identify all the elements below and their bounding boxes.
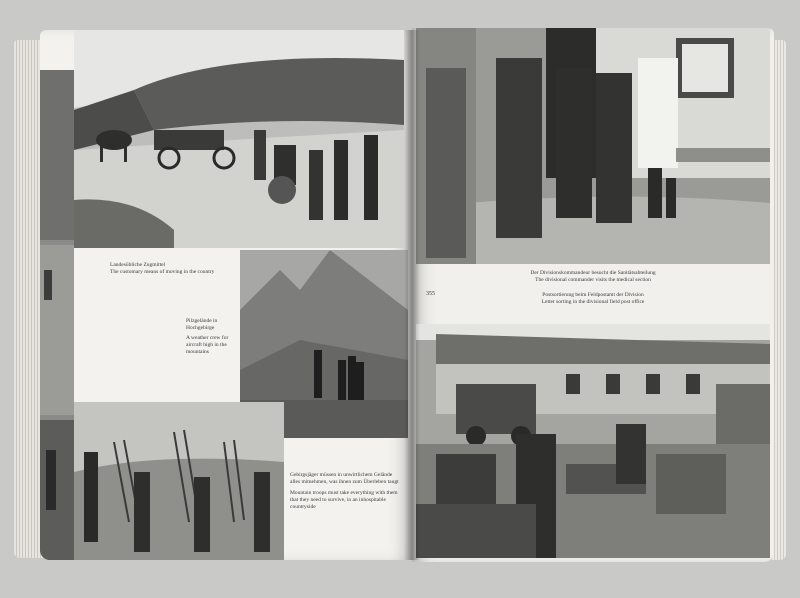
caption-mountain-en: A weather crew for aircraft high in the mountains <box>186 335 229 355</box>
caption-mountain <box>186 318 236 356</box>
caption-transport-de: Landesübliche Zugmittel <box>110 262 166 268</box>
caption-troops-en: Mountain troops must take everything with them that they need to survive, in an inhospitable countryside <box>290 490 398 510</box>
caption-troops-de: Gebirgsjäger müssen in unwirtlichem Gelände alles mitnehmen, was ihnen zum Überleben taugt <box>290 472 399 485</box>
photo-commander-medical-section <box>416 28 770 264</box>
caption-post <box>412 292 774 306</box>
caption-post-en: Letter sorting in the divisional field post office <box>541 299 645 305</box>
caption-transport-en: The customary means of moving in the country <box>110 269 215 275</box>
caption-medical-en: The divisional commander visits the medical section <box>535 277 651 283</box>
book-gutter <box>404 30 420 560</box>
caption-transport <box>110 262 214 276</box>
caption-mountain-de: Pilzgelände in Hochgebirge <box>186 318 218 331</box>
left-strip-photos <box>40 70 74 560</box>
caption-troops <box>290 472 400 511</box>
left-page <box>40 30 412 560</box>
photo-pack-animals-cart <box>74 30 404 248</box>
page-number: 355 <box>426 291 435 297</box>
caption-post-de: Postsortierung beim Feldpostamt der Division <box>542 292 644 298</box>
caption-medical-de: Der Divisionskommandeur besucht die Sanitätsabteilung <box>530 270 656 276</box>
right-page <box>412 28 774 562</box>
photo-mountain-troops-carrying <box>74 402 284 560</box>
book-page-edges-right <box>772 40 786 560</box>
photo-field-post-office <box>416 324 770 558</box>
caption-medical <box>412 270 774 284</box>
